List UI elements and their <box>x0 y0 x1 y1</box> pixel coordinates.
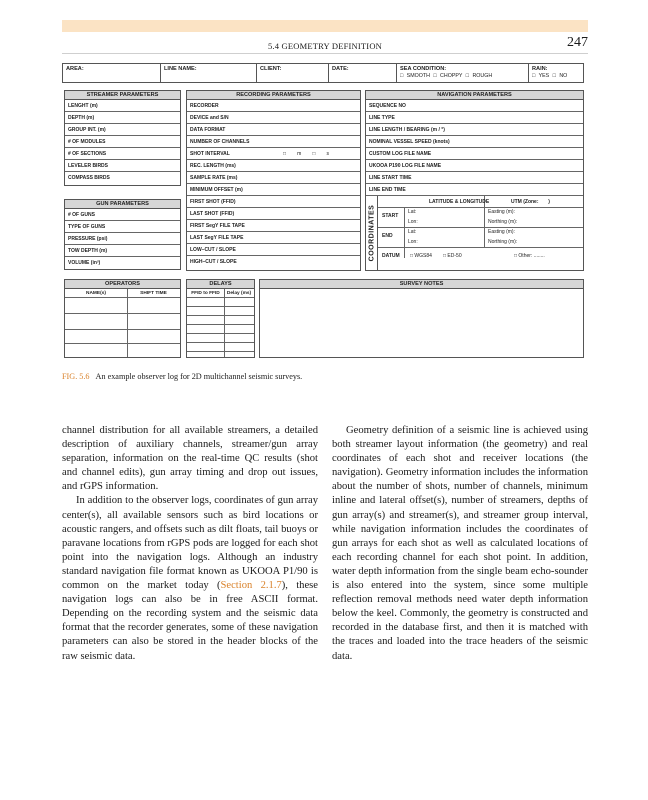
header-color-band <box>62 20 588 32</box>
date-field: DATE: <box>329 64 397 82</box>
datum-label: DATUM <box>382 253 400 259</box>
streamer-parameters-title: STREAMER PARAMETERS <box>65 91 180 100</box>
recording-row: HIGH–CUT / SLOPE <box>190 259 237 265</box>
recording-row: REC. LENGTH (ms) <box>187 160 360 172</box>
gun-parameters-box <box>64 199 181 270</box>
datum-options: □ WGS84 □ ED-50 <box>410 253 462 259</box>
sea-condition-label: SEA CONDITION: <box>400 66 447 72</box>
delays-row <box>187 343 254 352</box>
coordinates-label: COORDINATES <box>368 204 375 262</box>
shot-interval-label: SHOT INTERVAL <box>190 151 230 157</box>
streamer-row: LEVELER BIRDS <box>65 160 180 172</box>
delays-row <box>187 316 254 325</box>
left-paragraph-1: channel distribution for all available streamers, a detailed description of auxiliary channels, streamer/gun array separation, information on the real-time QC results (shot and channel edits), gun array timing and drop out issues, and rGPS information. <box>62 425 318 493</box>
left-paragraph-2-text-a: In addition to the observer logs, coordinates of gun array center(s), all available sensors such as bird locations or acoustic rangers, and offsets such as dilt floats, tail buoys or paravane locations from rGPS pods are logged for each shot point into the navigation logs. Although an industry standard navigation file format known as UKOOA P1/90 is common on the market today ( <box>62 495 318 592</box>
recording-row: LOW–CUT / SLOPE <box>187 244 360 256</box>
left-column <box>62 424 318 664</box>
streamer-row: # OF MODULES <box>65 136 180 148</box>
rain-options: □ YES □ NO <box>532 73 568 79</box>
rain-field <box>529 64 583 82</box>
end-northing: Northing (m): <box>488 239 518 245</box>
lat-long-header: LATITUDE & LONGITUDE <box>429 199 490 205</box>
left-paragraph-2 <box>62 494 318 663</box>
figure-caption-text: An example observer log for 2D multichannel seismic surveys. <box>95 372 303 381</box>
figure-label: FIG. 5.6 <box>62 372 90 381</box>
recording-row <box>187 148 360 160</box>
delays-ffid-col: FFID to FFID <box>191 291 220 296</box>
delays-box <box>186 279 255 358</box>
navigation-row: LINE START TIME <box>366 172 583 184</box>
operators-shift-col: SHIFT TIME <box>140 291 167 296</box>
sea-condition-options: □ SMOOTH □ CHOPPY □ ROUGH <box>400 73 493 79</box>
start-label: START <box>382 213 399 219</box>
figure-caption <box>62 372 302 381</box>
delays-ms-col: Delay (ms) <box>226 291 252 296</box>
survey-notes-box <box>259 279 584 358</box>
navigation-row: LINE LENGTH / BEARING (m / °) <box>366 124 583 136</box>
recording-parameters-title: RECORDING PARAMETERS <box>187 91 360 100</box>
start-northing: Northing (m): <box>488 219 518 225</box>
streamer-row: COMPASS BIRDS <box>68 175 110 181</box>
delays-row <box>187 298 254 307</box>
line-name-field: LINE NAME: <box>161 64 257 82</box>
operators-name-col: NAME(s) <box>86 291 106 296</box>
navigation-parameters-title: NAVIGATION PARAMETERS <box>366 91 583 100</box>
page-number: 247 <box>567 35 588 50</box>
datum-other: □ Other: ........ <box>514 253 545 259</box>
running-head <box>62 36 588 54</box>
recording-row: FIRST SHOT (FFID) <box>187 196 360 208</box>
navigation-row: SEQUENCE NO <box>366 100 583 112</box>
gun-row: TYPE OF GUNS <box>65 221 180 233</box>
navigation-row: CUSTOM LOG FILE NAME <box>366 148 583 160</box>
shot-interval-units: □ m □ s <box>283 151 330 157</box>
navigation-row: NOMINAL VESSEL SPEED (knots) <box>366 136 583 148</box>
delays-row <box>187 334 254 343</box>
rain-label: RAIN: <box>532 66 548 72</box>
left-paragraph-2-text-b: ), these navigation logs can also be in free ASCII format. Depending on the recording system and the seismic data format that the recorder generates, some of these navigation parameters can also be stored in the header blocks of the raw seismic data. <box>62 580 318 662</box>
navigation-parameters-box <box>365 90 584 271</box>
right-paragraph-1: Geometry definition of a seismic line is achieved using both streamer layout information (the geometry) and real coordinates of each shot and receiver locations (the navigation). Geometry information includes the information about the number of shots, number of channels, minimum inline and lateral offset(s), number of streamers, depths of gun array(s) and streamer(s), and streamer group interval, while navigation information includes the coordinates of gun arrays for each shot as well as calculated locations of each recording channel for each shot point. In addition, water depth information from the single beam echo-sounder is also entered into the system, since some multiple reflection removal methods need water depth information below the keel. Commonly, the geometry is constructed and recorded in the database first, and then it is matched with the traces and loaded into the trace headers of the seismic data. <box>332 425 588 662</box>
navigation-row: UKOOA P190 LOG FILE NAME <box>366 160 583 172</box>
streamer-row: GROUP INT. (m) <box>65 124 180 136</box>
client-field: CLIENT: <box>257 64 329 82</box>
streamer-row: LENGHT (m) <box>65 100 180 112</box>
recording-row: RECORDER <box>187 100 360 112</box>
recording-row: NUMBER OF CHANNELS <box>187 136 360 148</box>
utm-header: UTM (Zone: ) <box>511 199 550 205</box>
end-lon: Lon: <box>408 239 418 245</box>
area-field: AREA: <box>63 64 161 82</box>
end-label: END <box>382 233 393 239</box>
section-link[interactable]: Section 2.1.7 <box>220 580 282 592</box>
operators-title: OPERATORS <box>65 280 180 289</box>
operators-row <box>65 298 180 314</box>
right-column <box>332 424 588 664</box>
recording-parameters-box <box>186 90 361 271</box>
sea-condition-field <box>397 64 529 82</box>
recording-row: MINIMUM OFFSET (m) <box>187 184 360 196</box>
recording-row: DEVICE and S/N <box>187 112 360 124</box>
recording-row: LAST SHOT (FFID) <box>187 208 360 220</box>
navigation-row: LINE TYPE <box>366 112 583 124</box>
operators-row <box>65 330 180 344</box>
recording-row: DATA FORMAT <box>187 124 360 136</box>
gun-parameters-title: GUN PARAMETERS <box>65 200 180 209</box>
streamer-row: # OF SECTIONS <box>65 148 180 160</box>
coordinates-block <box>366 196 583 270</box>
navigation-row: LINE END TIME <box>366 184 583 196</box>
gun-row: TOW DEPTH (m) <box>65 245 180 257</box>
end-easting: Easting (m): <box>488 229 515 235</box>
recording-row: FIRST SegY FILE TAPE <box>187 220 360 232</box>
recording-row: SAMPLE RATE (ms) <box>187 172 360 184</box>
gun-row: PRESSURE (psi) <box>65 233 180 245</box>
recording-row: LAST SegY FILE TAPE <box>187 232 360 244</box>
delays-row <box>187 307 254 316</box>
running-title: 5.4 GEOMETRY DEFINITION <box>267 41 383 51</box>
streamer-parameters-box <box>64 90 181 186</box>
end-lat: Lat: <box>408 229 417 235</box>
streamer-row: DEPTH (m) <box>65 112 180 124</box>
coordinates-label-cell <box>366 196 378 270</box>
delays-row <box>187 325 254 334</box>
operators-box <box>64 279 181 358</box>
start-lat: Lat: <box>408 209 417 215</box>
start-lon: Lon: <box>408 219 418 225</box>
gun-row: # OF GUNS <box>65 209 180 221</box>
gun-row: VOLUME (in³) <box>68 260 101 266</box>
start-easting: Easting (m): <box>488 209 515 215</box>
operators-row <box>65 314 180 330</box>
survey-notes-title: SURVEY NOTES <box>260 280 583 289</box>
form-top-bar <box>62 63 584 83</box>
delays-title: DELAYS <box>187 280 254 289</box>
